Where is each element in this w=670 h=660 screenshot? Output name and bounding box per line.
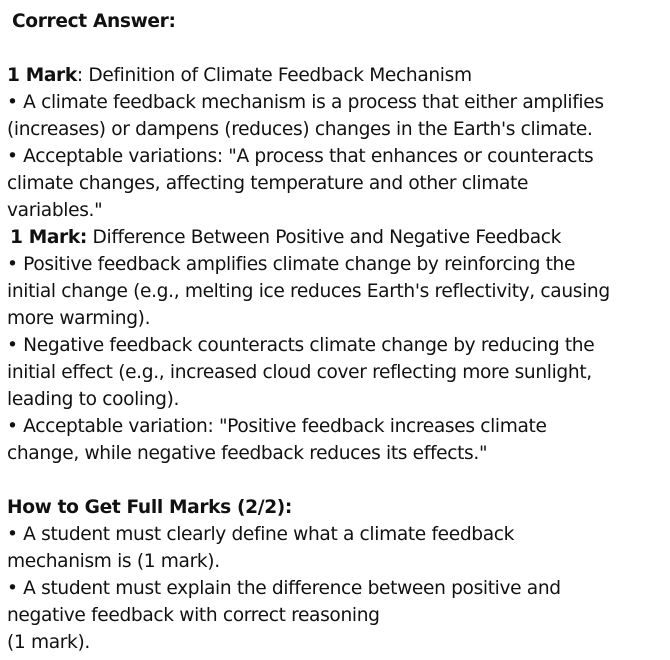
text-line: • Acceptable variation: "Positive feedback increases climate bbox=[7, 416, 547, 437]
text-line: mechanism is (1 mark). bbox=[7, 551, 220, 572]
text-line: • A climate feedback mechanism is a process that either amplifies bbox=[7, 92, 604, 113]
text-line: negative feedback with correct reasoning bbox=[7, 605, 380, 626]
text-line: initial change (e.g., melting ice reduces Earth's reflectivity, causing bbox=[7, 281, 610, 302]
spacer bbox=[7, 35, 670, 62]
mark-label: 1 Mark: bbox=[10, 227, 87, 248]
text-line: change, while negative feedback reduces its effects." bbox=[7, 443, 488, 464]
text-line: (1 mark). bbox=[7, 632, 90, 653]
text-line: (increases) or dampens (reduces) changes in the Earth's climate. bbox=[7, 119, 593, 140]
section-title-text: Difference Between Positive and Negative Feedback bbox=[86, 227, 562, 248]
text-line: • Positive feedback amplifies climate change by reinforcing the bbox=[7, 254, 576, 275]
section-title-text: : Definition of Climate Feedback Mechanism bbox=[76, 65, 472, 86]
section-difference-title bbox=[7, 224, 670, 251]
text-line: climate changes, affecting temperature and other climate bbox=[7, 173, 529, 194]
text-line: more warming). bbox=[7, 308, 151, 329]
text-line: • A student must clearly define what a climate feedback bbox=[7, 524, 515, 545]
text-line: • A student must explain the difference between positive and bbox=[7, 578, 561, 599]
text-line: initial effect (e.g., increased cloud cover reflecting more sunlight, bbox=[7, 362, 592, 383]
correct-answer-heading: Correct Answer: bbox=[12, 11, 176, 32]
text-line: variables." bbox=[7, 200, 103, 221]
text-line: leading to cooling). bbox=[7, 389, 180, 410]
text-line: • Negative feedback counteracts climate change by reducing the bbox=[7, 335, 595, 356]
full-marks-heading: How to Get Full Marks (2/2): bbox=[7, 497, 293, 518]
spacer bbox=[7, 467, 670, 494]
text-line: • Acceptable variations: "A process that enhances or counteracts bbox=[7, 146, 594, 167]
mark-label: 1 Mark bbox=[7, 65, 77, 86]
section-definition-title bbox=[7, 62, 670, 89]
